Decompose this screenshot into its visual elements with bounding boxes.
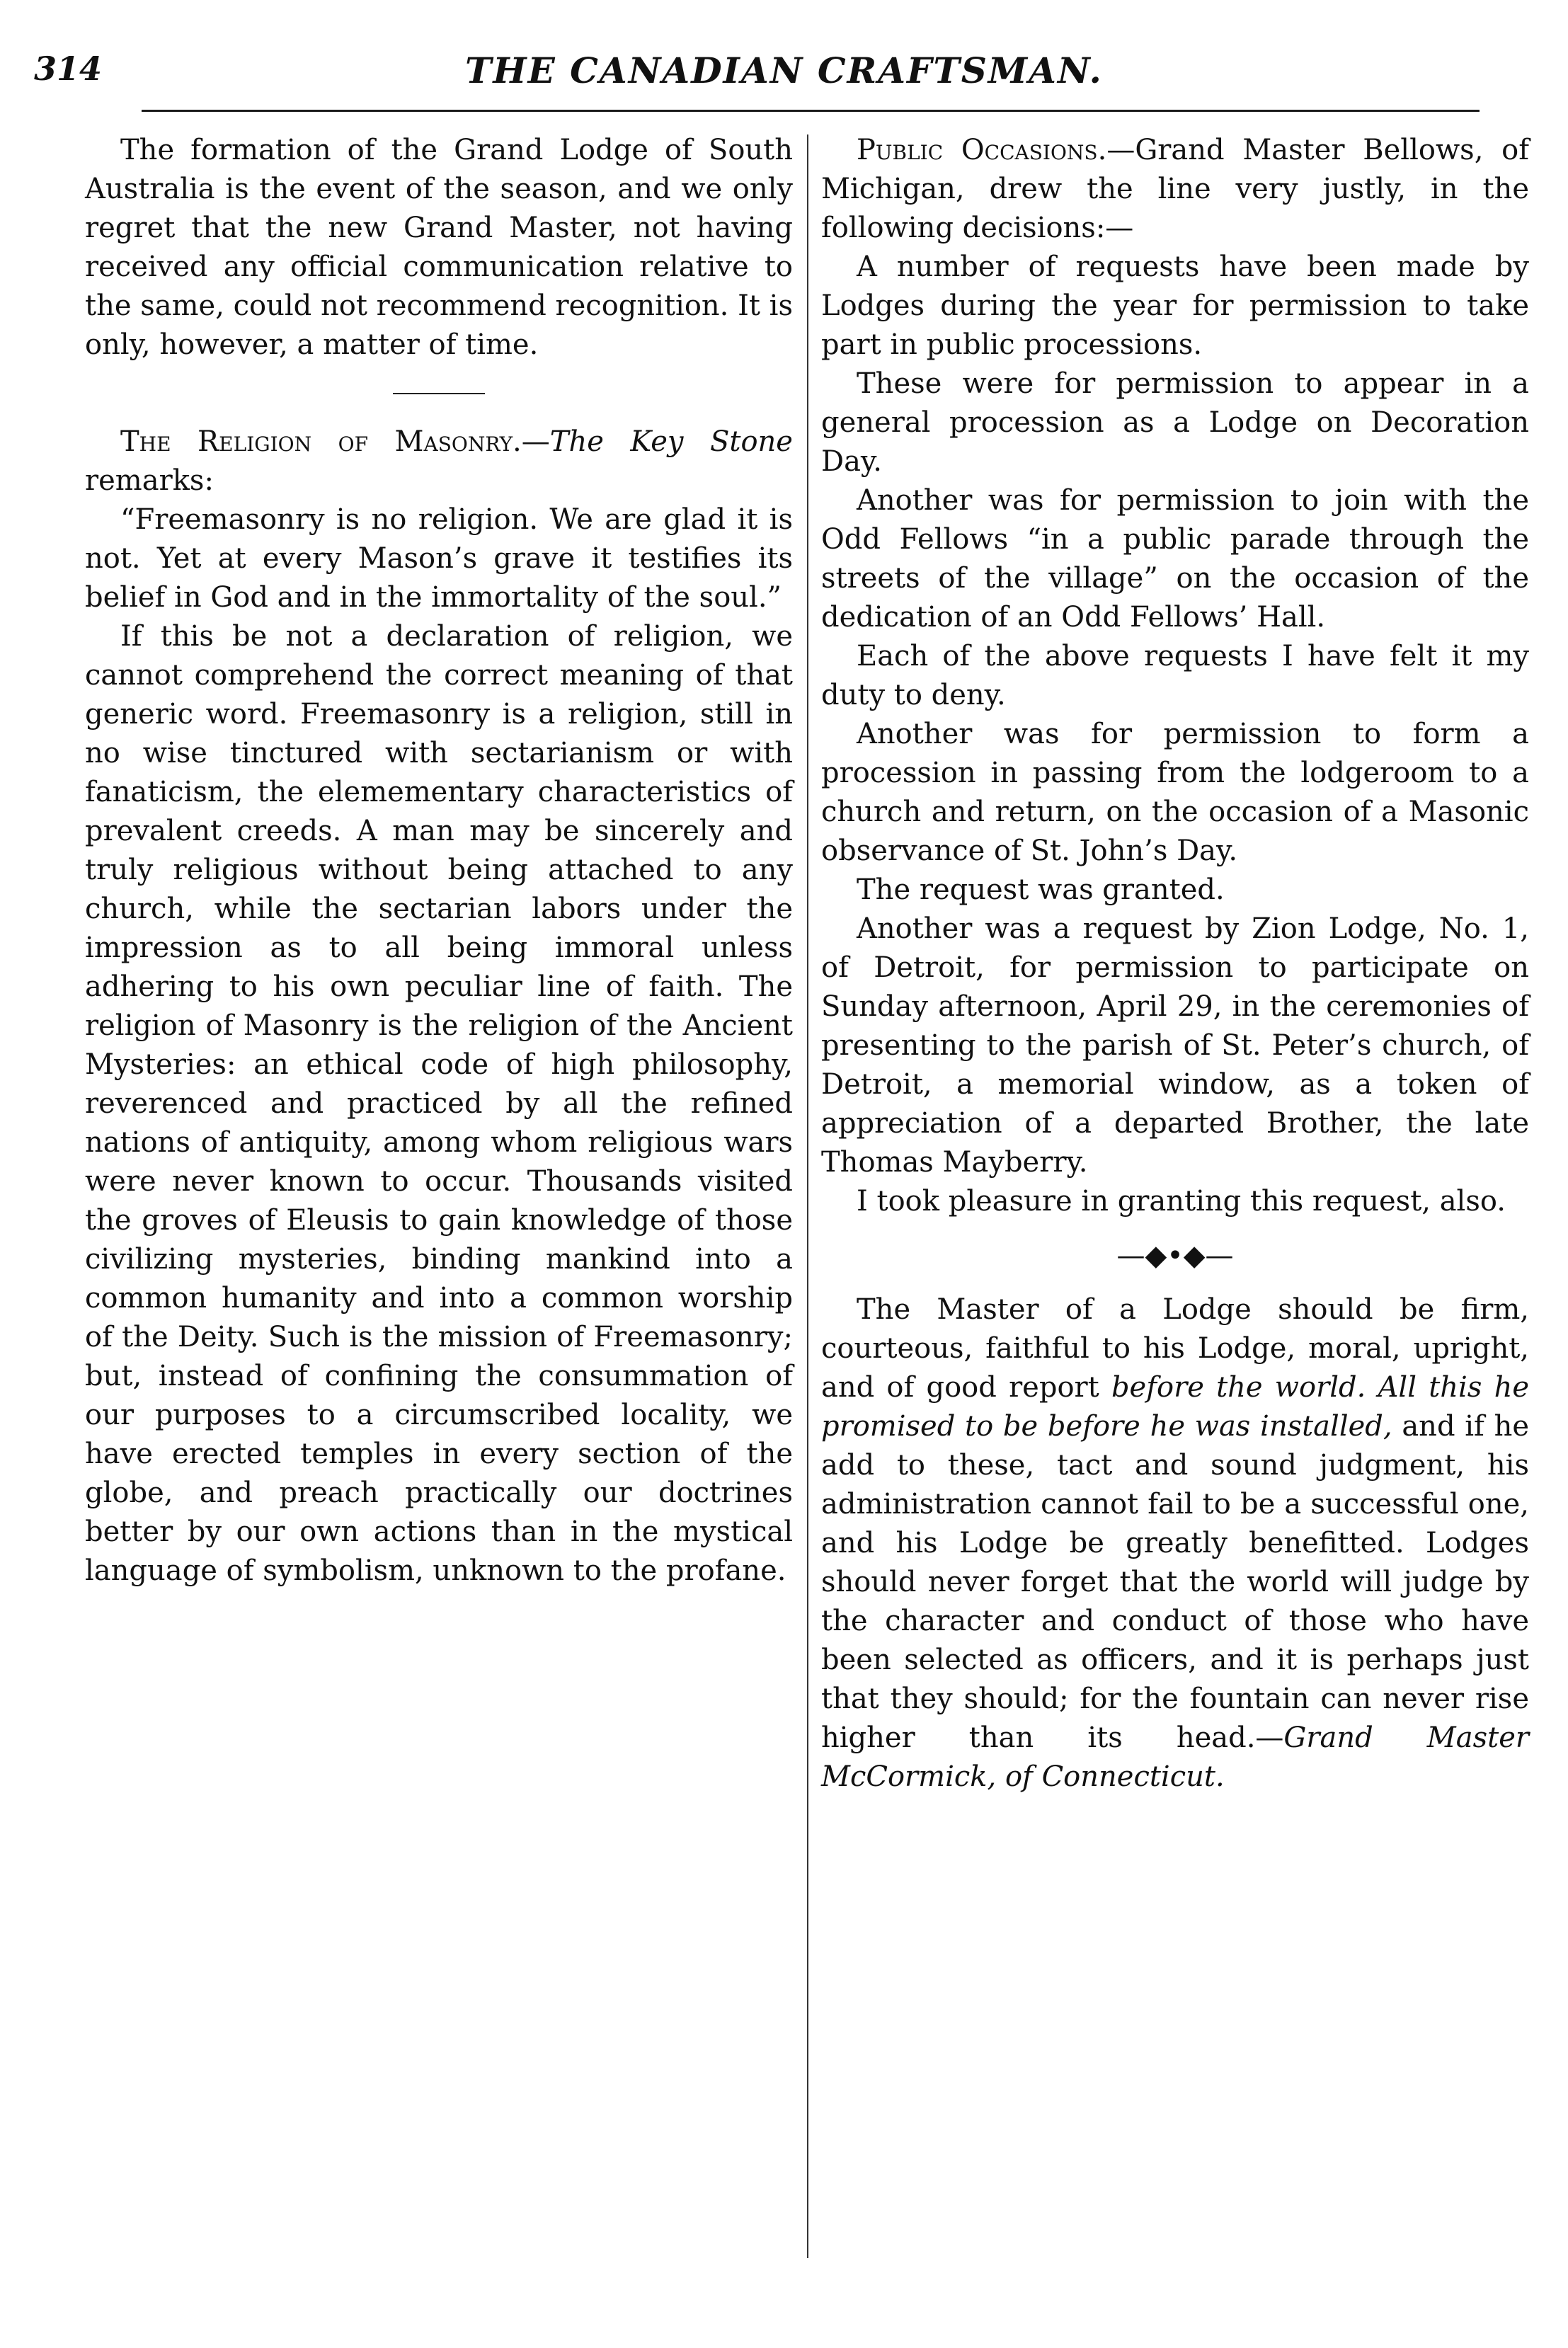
source-title: The Key Stone <box>549 425 793 458</box>
master-text-roman-2: and if he add to these, tact and sound judgment, his administration cannot fail to be a successful one, and his Lodge be greatly benefitted. Lodges should never forget that the world will judge by the character and conduct of those who have been selected as officers, and it is perhaps just that they should; for the fountain can never rise higher than its head.— <box>821 1410 1530 1754</box>
key-stone-quote: “Freemasonry is no religion. We are glad it is not. Yet at every Mason’s grave it testifies its belief in God and in the immortality of the soul.” <box>85 503 793 614</box>
section-heading-public-occasions: Public Occasions. <box>857 134 1107 166</box>
page-number: 314 <box>34 50 103 88</box>
decision-paragraph-8: I took pleasure in granting this request, also. <box>857 1185 1506 1218</box>
heading-dash: — <box>521 425 550 458</box>
attribution: Grand Master McCormick, of Connecticut. <box>821 1722 1529 1793</box>
ornament-separator: —◆•◆— <box>1116 1239 1234 1272</box>
religion-of-masonry-intro <box>85 423 793 500</box>
public-occasions-rest: —Grand Master Bellows, of Michigan, drew the line very justly, in the following decisions:— <box>821 134 1530 244</box>
master-of-lodge-paragraph <box>821 1290 1529 1797</box>
decision-paragraph-2: These were for permission to appear in a general procession as a Lodge on Decoration Day. <box>821 367 1529 478</box>
section-separator <box>393 393 485 394</box>
running-title: THE CANADIAN CRAFTSMAN. <box>465 50 1103 91</box>
decision-paragraph-7: Another was a request by Zion Lodge, No. 1, of Detroit, for permission to participate on Sunday afternoon, April 29, in the ceremonies of presenting to the parish of St. Peter’s church, of Detroit, a memorial window, as a token of appreciation of a departed Brother, the late Thomas Mayberry. <box>821 912 1529 1179</box>
left-column <box>85 131 793 1591</box>
religion-discussion-paragraph: If this be not a declaration of religion, we cannot comprehend the correct meaning of that generic word. Freemasonry is a religion, still in no wise tinctured with sectarianism or with fanaticism, the elemementary characteristics of prevalent creeds. A man may be sincerely and truly religious without being attached to any church, while the sectarian labors under the impression as to all being immoral unless adhering to his own peculiar line of faith. The religion of Masonry is the religion of the Ancient Mysteries: an ethical code of high philosophy, reverenced and practiced by all the refined nations of antiquity, among whom religious wars were never known to occur. Thousands visited the groves of Eleusis to gain knowledge of those civilizing mysteries, binding mankind into a common humanity and into a common worship of the Deity. Such is the mission of Freemasonry; but, instead of confining the consummation of our purposes to a circumscribed locality, we have erected temples in every section of the globe, and preach practically our doctrines better by our own actions than in the mystical language of symbolism, unknown to the profane. <box>85 620 793 1587</box>
intro-remainder: remarks: <box>85 464 214 497</box>
public-occasions-intro <box>821 131 1529 248</box>
right-column <box>821 131 1529 1797</box>
master-text-italic: before the world. All this he promised to be before he was installed, <box>821 1371 1529 1443</box>
decision-paragraph-3: Another was for permission to join with the Odd Fellows “in a public parade through the streets of the village” on the occasion of the dedication of an Odd Fellows’ Hall. <box>821 484 1529 634</box>
decision-paragraph-1: A number of requests have been made by Lodges during the year for permission to take part in public processions. <box>821 251 1529 361</box>
section-heading-religion: The Religion of Masonry. <box>120 425 522 458</box>
master-text-roman: The Master of a Lodge should be firm, courteous, faithful to his Lodge, moral, upright, and of good report <box>821 1293 1529 1404</box>
column-divider <box>807 134 808 2258</box>
decision-paragraph-5: Another was for permission to form a procession in passing from the lodgeroom to a church and return, on the occasion of a Masonic observance of St. John’s Day. <box>821 718 1529 867</box>
decision-paragraph-4: Each of the above requests I have felt it my duty to deny. <box>821 640 1529 711</box>
south-australia-paragraph: The formation of the Grand Lodge of South Australia is the event of the season, and we only regret that the new Grand Master, not having received any official communication relative to the same, could not recommend recognition. It is only, however, a matter of time. <box>85 134 793 361</box>
header-rule <box>142 110 1480 112</box>
decision-paragraph-6: The request was granted. <box>857 874 1225 906</box>
